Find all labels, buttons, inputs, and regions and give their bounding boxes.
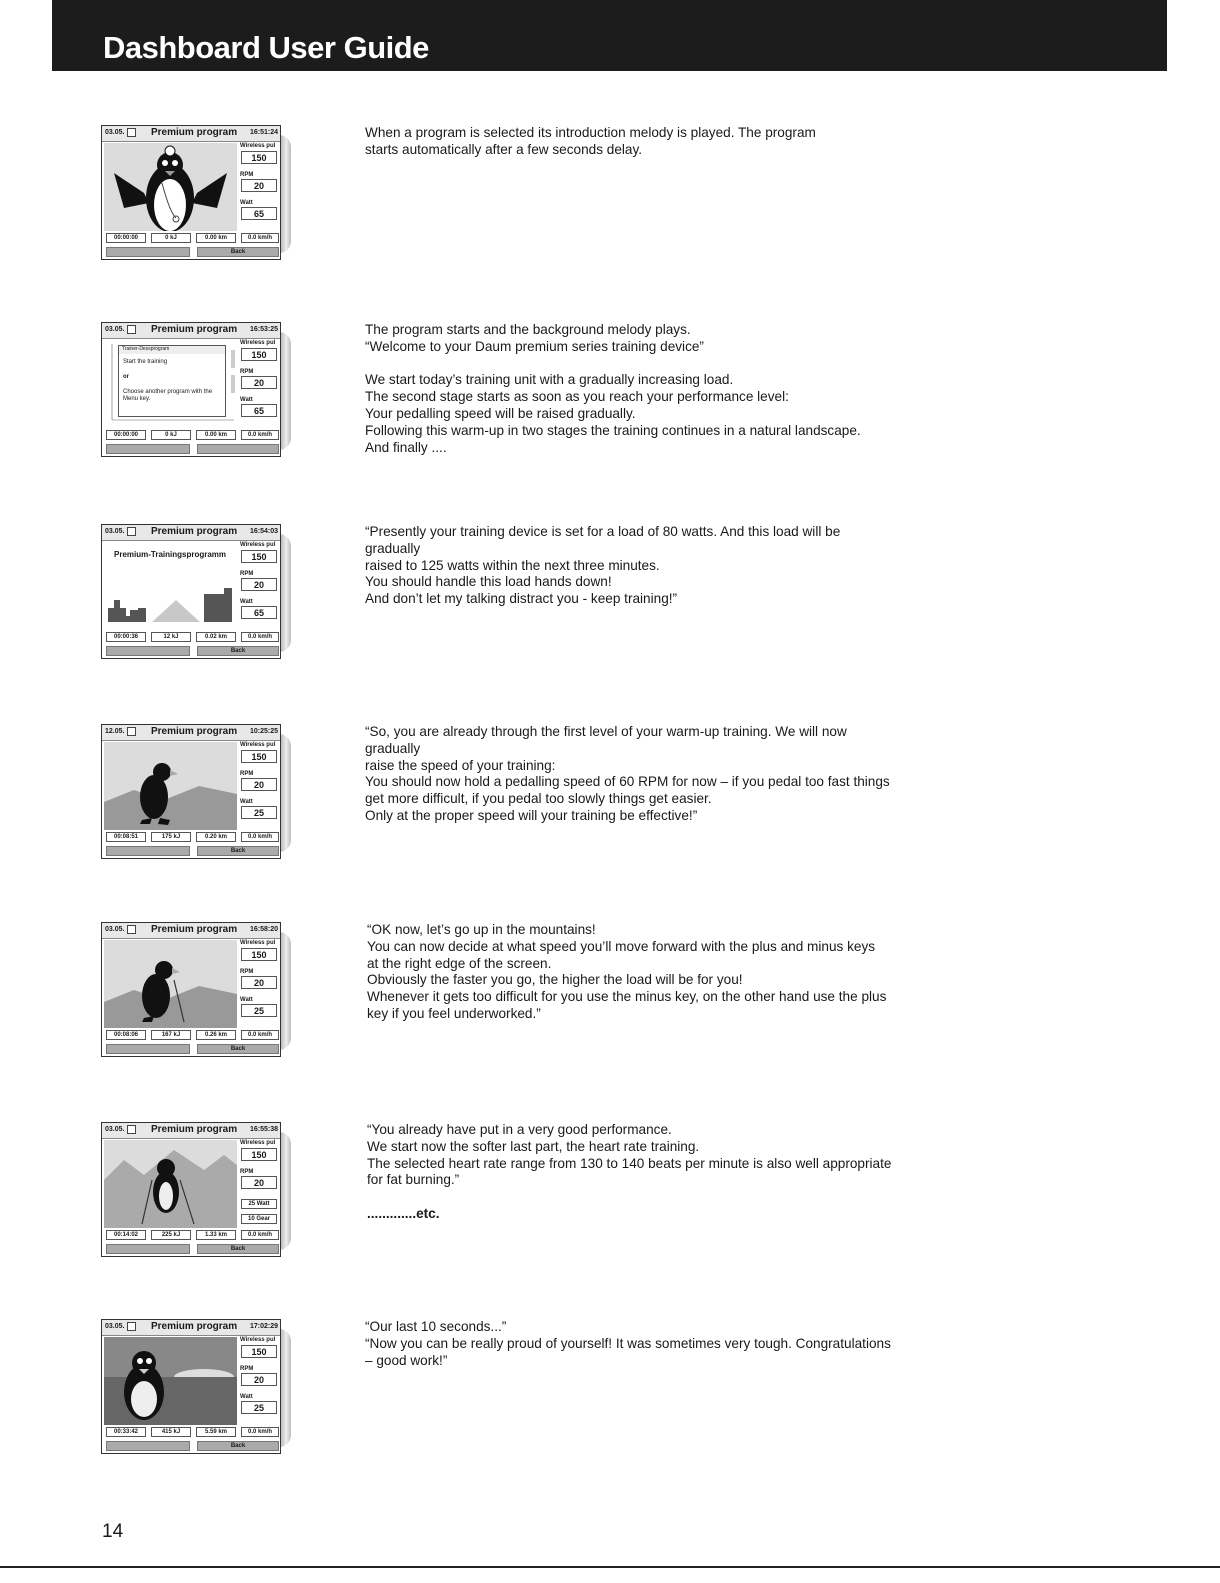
screen-right-button bbox=[197, 444, 279, 454]
step-paragraph: “Presently your training device is set for a load of 80 watts. And this load will be gradually raised to 125 watts within the next three minutes. You should handle this load hands down! And don’t let my talking distract you - keep training!” bbox=[365, 524, 841, 607]
screen-back-button: Back bbox=[197, 1244, 279, 1254]
rpm-label: RPM bbox=[240, 1366, 254, 1372]
screen-stats bbox=[104, 832, 280, 843]
step-description bbox=[365, 724, 895, 825]
calendar-icon bbox=[127, 1125, 136, 1134]
dialog-line-start: Start the training bbox=[123, 359, 168, 365]
stat-speed: 0.0 km/h bbox=[241, 430, 279, 440]
stat-energy: 0 kJ bbox=[151, 233, 191, 243]
screen-time: 17:02:29 bbox=[249, 1323, 278, 1330]
dialog-line-choose: Choose another program with the Menu key. bbox=[123, 389, 213, 402]
stat-time: 00:00:36 bbox=[106, 632, 146, 642]
rpm-label: RPM bbox=[240, 771, 254, 777]
screen-side-panel bbox=[239, 142, 280, 232]
screen-side-panel bbox=[239, 541, 280, 631]
page-number: 14 bbox=[102, 1521, 124, 1542]
screen-bottom-bar bbox=[104, 846, 280, 857]
watt-value: 65 bbox=[241, 207, 277, 220]
stat-time: 00:08:06 bbox=[106, 1030, 146, 1040]
step-paragraph: “So, you are already through the first level of your warm-up training. We will now gradually raise the speed of your training: You should now hold a pedalling speed of 60 RPM for now – if you pedal too fast things get more difficult, if you pedal too slowly things get easier. Only at the proper speed will your training be effective!” bbox=[365, 724, 890, 823]
stat-speed: 0.0 km/h bbox=[241, 832, 279, 842]
step-description bbox=[365, 1319, 895, 1369]
rpm-value: 20 bbox=[241, 1373, 277, 1386]
screen-left-button bbox=[106, 646, 190, 656]
screen-program-title: Premium program bbox=[151, 1321, 238, 1332]
screen-date: 03.05. bbox=[105, 926, 125, 933]
watt-label: Watt bbox=[240, 997, 253, 1003]
dialog-title: Trainer-Dessprogram bbox=[119, 346, 225, 354]
screen-side-panel bbox=[239, 339, 280, 429]
stat-distance: 0.00 km bbox=[196, 430, 236, 440]
guide-step-3 bbox=[0, 524, 1220, 664]
stat-distance: 1.33 km bbox=[196, 1230, 236, 1240]
screen-back-button: Back bbox=[197, 1441, 279, 1451]
rpm-value: 20 bbox=[241, 1176, 277, 1189]
screen-side-panel bbox=[239, 1336, 280, 1426]
screen-bottom-bar bbox=[104, 247, 280, 258]
penguin-sunset-illustration bbox=[104, 1337, 237, 1425]
pulse-label: Wireless pul bbox=[240, 340, 276, 346]
calendar-icon bbox=[127, 727, 136, 736]
screen-scene bbox=[104, 940, 237, 1028]
screen-date: 03.05. bbox=[105, 129, 125, 136]
stat-energy: 225 kJ bbox=[151, 1230, 191, 1240]
calendar-icon bbox=[127, 1322, 136, 1331]
step-description bbox=[365, 125, 895, 159]
penguin-doctor-illustration bbox=[104, 143, 237, 231]
pulse-value: 150 bbox=[241, 550, 277, 563]
screen-time: 16:58:20 bbox=[249, 926, 278, 933]
footer-rule bbox=[0, 1566, 1220, 1568]
screen-stats bbox=[104, 632, 280, 643]
screen-date: 03.05. bbox=[105, 528, 125, 535]
screen-frame bbox=[101, 524, 281, 659]
stat-distance: 0.20 km bbox=[196, 832, 236, 842]
screen-date: 03.05. bbox=[105, 326, 125, 333]
screen-topbar bbox=[102, 1123, 280, 1139]
watt-small-value: 25 Watt bbox=[241, 1199, 277, 1209]
screen-topbar bbox=[102, 725, 280, 741]
stat-time: 00:00:00 bbox=[106, 430, 146, 440]
rpm-label: RPM bbox=[240, 1169, 254, 1175]
watt-value: 25 bbox=[241, 806, 277, 819]
penguin-nordic-walking-illustration bbox=[104, 1140, 237, 1228]
screen-time: 16:51:24 bbox=[249, 129, 278, 136]
stat-time: 00:14:02 bbox=[106, 1230, 146, 1240]
screen-time: 10:25:25 bbox=[249, 728, 278, 735]
screen-left-button bbox=[106, 1441, 190, 1451]
screen-topbar bbox=[102, 923, 280, 939]
calendar-icon bbox=[127, 925, 136, 934]
dashboard-screenshot bbox=[101, 1122, 284, 1259]
guide-step-4 bbox=[0, 724, 1220, 864]
screen-frame bbox=[101, 922, 281, 1057]
calendar-icon bbox=[127, 128, 136, 137]
screen-program-title: Premium program bbox=[151, 127, 238, 138]
watt-value: 25 bbox=[241, 1401, 277, 1414]
stat-distance: 0.00 km bbox=[196, 233, 236, 243]
dashboard-screenshot bbox=[101, 322, 284, 459]
screen-frame bbox=[101, 125, 281, 260]
screen-left-button bbox=[106, 247, 190, 257]
screen-date: 03.05. bbox=[105, 1323, 125, 1330]
pulse-label: Wireless pul bbox=[240, 542, 276, 548]
screen-topbar bbox=[102, 525, 280, 541]
step-description bbox=[367, 922, 897, 1023]
screen-left-button bbox=[106, 444, 190, 454]
screen-stats bbox=[104, 1030, 280, 1041]
stat-speed: 0.0 km/h bbox=[241, 632, 279, 642]
guide-step-2 bbox=[0, 322, 1220, 462]
screen-program-title: Premium program bbox=[151, 324, 238, 335]
rpm-label: RPM bbox=[240, 969, 254, 975]
step-paragraph: When a program is selected its introduction melody is played. The program starts automatically after a few seconds delay. bbox=[365, 125, 816, 157]
step-paragraph: “OK now, let’s go up in the mountains! You can now decide at what speed you’ll move forward with the plus and minus keys at the right edge of the screen. Obviously the faster you go, the higher the load will be for you! Whenever it gets too difficult for you use the minus key, on the other hand use the plus key if you feel underworked.” bbox=[367, 922, 887, 1021]
pulse-value: 150 bbox=[241, 151, 277, 164]
rpm-value: 20 bbox=[241, 778, 277, 791]
watt-label: Watt bbox=[240, 397, 253, 403]
guide-step-6 bbox=[0, 1122, 1220, 1262]
rpm-label: RPM bbox=[240, 369, 254, 375]
watt-label: Watt bbox=[240, 799, 253, 805]
step-paragraph: “Our last 10 seconds...” “Now you can be really proud of yourself! It was sometimes very tough. Congratulations – good work!” bbox=[365, 1319, 891, 1368]
step-description bbox=[365, 322, 895, 456]
start-dialog bbox=[118, 345, 226, 417]
watt-label: Watt bbox=[240, 200, 253, 206]
screen-time: 16:54:03 bbox=[249, 528, 278, 535]
step-etc: .............etc. bbox=[367, 1205, 440, 1221]
stat-speed: 0.0 km/h bbox=[241, 1030, 279, 1040]
step-paragraph: We start today’s training unit with a gradually increasing load. The second stage starts as soon as you reach your performance level: Your pedalling speed will be raised gradually. Following this warm-up in two stages the training continues in a natural landscape. And finally .... bbox=[365, 372, 861, 455]
stat-time: 00:08:51 bbox=[106, 832, 146, 842]
screen-scene bbox=[104, 340, 237, 428]
screen-side-panel bbox=[239, 1139, 280, 1229]
screen-date: 12.05. bbox=[105, 728, 125, 735]
pulse-label: Wireless pul bbox=[240, 1140, 276, 1146]
watt-value: 25 bbox=[241, 1004, 277, 1017]
screen-back-button: Back bbox=[197, 247, 279, 257]
watt-value: 65 bbox=[241, 404, 277, 417]
screen-left-button bbox=[106, 1044, 190, 1054]
dashboard-screenshot bbox=[101, 922, 284, 1059]
pulse-label: Wireless pul bbox=[240, 742, 276, 748]
stat-energy: 415 kJ bbox=[151, 1427, 191, 1437]
stat-energy: 175 kJ bbox=[151, 832, 191, 842]
screen-topbar bbox=[102, 323, 280, 339]
screen-program-title: Premium program bbox=[151, 526, 238, 537]
stat-energy: 167 kJ bbox=[151, 1030, 191, 1040]
watt-value: 65 bbox=[241, 606, 277, 619]
guide-step-1 bbox=[0, 125, 1220, 265]
screen-stats bbox=[104, 430, 280, 441]
screen-stats bbox=[104, 233, 280, 244]
pulse-label: Wireless pul bbox=[240, 1337, 276, 1343]
guide-step-5 bbox=[0, 922, 1220, 1062]
training-program-label: Premium-Trainingsprogramm bbox=[114, 550, 227, 559]
screen-stats bbox=[104, 1427, 280, 1438]
stat-time: 00:00:00 bbox=[106, 233, 146, 243]
rpm-value: 20 bbox=[241, 376, 277, 389]
screen-back-button: Back bbox=[197, 846, 279, 856]
stat-energy: 0 kJ bbox=[151, 430, 191, 440]
pulse-label: Wireless pul bbox=[240, 143, 276, 149]
stat-distance: 0.02 km bbox=[196, 632, 236, 642]
screen-scene bbox=[104, 143, 237, 231]
watt-label: Watt bbox=[240, 599, 253, 605]
pulse-value: 150 bbox=[241, 1148, 277, 1161]
dashboard-screenshot bbox=[101, 724, 284, 861]
screen-program-title: Premium program bbox=[151, 924, 238, 935]
dashboard-screenshot bbox=[101, 524, 284, 661]
screen-scene bbox=[104, 542, 237, 630]
screen-topbar bbox=[102, 1320, 280, 1336]
rpm-value: 20 bbox=[241, 578, 277, 591]
screen-back-button: Back bbox=[197, 1044, 279, 1054]
screen-left-button bbox=[106, 1244, 190, 1254]
pulse-value: 150 bbox=[241, 948, 277, 961]
rpm-label: RPM bbox=[240, 172, 254, 178]
screen-frame bbox=[101, 1319, 281, 1454]
screen-time: 16:53:25 bbox=[249, 326, 278, 333]
screen-frame bbox=[101, 322, 281, 457]
screen-bottom-bar bbox=[104, 1441, 280, 1452]
stat-distance: 0.26 km bbox=[196, 1030, 236, 1040]
step-paragraph: The program starts and the background melody plays. “Welcome to your Daum premium series training device” bbox=[365, 322, 704, 354]
screen-scene bbox=[104, 1337, 237, 1425]
dashboard-screenshot bbox=[101, 125, 284, 262]
rpm-value: 20 bbox=[241, 179, 277, 192]
screen-program-title: Premium program bbox=[151, 1124, 238, 1135]
step-description bbox=[365, 524, 895, 608]
stat-speed: 0.0 km/h bbox=[241, 1230, 279, 1240]
stat-energy: 12 kJ bbox=[151, 632, 191, 642]
screen-frame bbox=[101, 1122, 281, 1257]
screen-side-panel bbox=[239, 741, 280, 831]
pulse-label: Wireless pul bbox=[240, 940, 276, 946]
screen-time: 16:55:38 bbox=[249, 1126, 278, 1133]
dialog-line-or: or bbox=[123, 374, 129, 380]
gear-small-value: 10 Gear bbox=[241, 1214, 277, 1224]
calendar-icon bbox=[127, 527, 136, 536]
page-header bbox=[52, 0, 1167, 71]
screen-side-panel bbox=[239, 939, 280, 1029]
screen-bottom-bar bbox=[104, 646, 280, 657]
screen-scene bbox=[104, 1140, 237, 1228]
screen-date: 03.05. bbox=[105, 1126, 125, 1133]
pulse-value: 150 bbox=[241, 348, 277, 361]
dashboard-screenshot bbox=[101, 1319, 284, 1456]
screen-back-button: Back bbox=[197, 646, 279, 656]
screen-left-button bbox=[106, 846, 190, 856]
stat-speed: 0.0 km/h bbox=[241, 1427, 279, 1437]
screen-program-title: Premium program bbox=[151, 726, 238, 737]
step-paragraph: “You already have put in a very good performance. We start now the softer last part, the heart rate training. The selected heart rate range from 130 to 140 beats per minute is also well appropriate for fat burning.” bbox=[367, 1122, 892, 1188]
screen-frame bbox=[101, 724, 281, 859]
screen-bottom-bar bbox=[104, 1044, 280, 1055]
stat-speed: 0.0 km/h bbox=[241, 233, 279, 243]
stat-time: 00:33:42 bbox=[106, 1427, 146, 1437]
guide-step-7 bbox=[0, 1319, 1220, 1459]
pulse-value: 150 bbox=[241, 1345, 277, 1358]
rpm-label: RPM bbox=[240, 571, 254, 577]
screen-stats bbox=[104, 1230, 280, 1241]
watt-label: Watt bbox=[240, 1394, 253, 1400]
step-description bbox=[367, 1122, 897, 1223]
penguin-hiking-illustration bbox=[104, 940, 237, 1028]
screen-bottom-bar bbox=[104, 444, 280, 455]
pulse-value: 150 bbox=[241, 750, 277, 763]
screen-scene bbox=[104, 742, 237, 830]
page-title: Dashboard User Guide bbox=[103, 30, 429, 65]
rpm-value: 20 bbox=[241, 976, 277, 989]
calendar-icon bbox=[127, 325, 136, 334]
screen-bottom-bar bbox=[104, 1244, 280, 1255]
penguin-walking-illustration bbox=[104, 742, 237, 830]
stat-distance: 5.59 km bbox=[196, 1427, 236, 1437]
screen-topbar bbox=[102, 126, 280, 142]
